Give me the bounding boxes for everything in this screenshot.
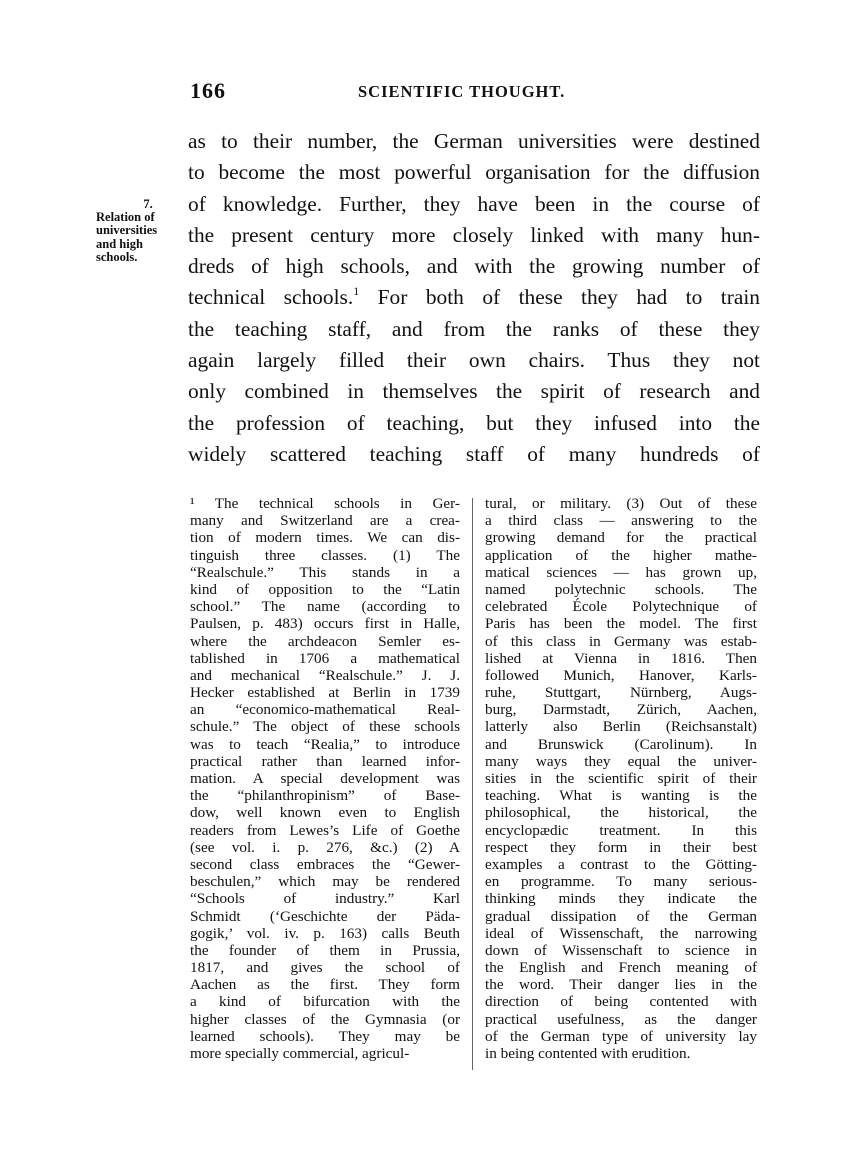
- footnote-line: dow, well known even to English: [190, 804, 460, 822]
- footnote-line: Paulsen, p. 483) occurs first in Halle,: [190, 615, 460, 633]
- body-line: again largely filled their own chairs. Thus they not: [188, 348, 760, 373]
- footnote-line: was to teach “Realia,” to introduce: [190, 735, 460, 753]
- body-line: the teaching staff, and from the ranks of these they: [188, 316, 760, 341]
- footnote-line: in being contented with erudition.: [485, 1045, 691, 1062]
- footnote-line: ¹ The technical schools in Ger-: [190, 495, 460, 512]
- footnote-line: direction of being contented with: [485, 993, 757, 1011]
- footnote-line: lished at Vienna in 1816. Then: [485, 649, 757, 667]
- footnote-line: of this class in Germany was estab-: [485, 632, 757, 650]
- footnote-line: 1817, and gives the school of: [190, 959, 460, 977]
- footnote-line: latterly also Berlin (Reichsanstalt): [485, 718, 757, 736]
- footnote-line: the word. Their danger lies in the: [485, 976, 757, 994]
- footnote-line: and Brunswick (Carolinum). In: [485, 735, 757, 753]
- footnote-line: gradual dissipation of the German: [485, 907, 757, 925]
- footnote-line: mation. A special development was: [190, 770, 460, 787]
- sidenote-line: and high: [96, 236, 143, 251]
- body-line: [188, 282, 760, 313]
- footnote-line: of the German type of university lay: [485, 1027, 757, 1045]
- footnote-line: a kind of bifurcation with the: [190, 993, 460, 1011]
- footnote-line: and mechanical “Realschule.” J. J.: [190, 666, 460, 684]
- footnote-line: an “economico-mathematical Real-: [190, 701, 460, 719]
- footnote-line: the English and French meaning of: [485, 959, 757, 977]
- sidenote-line: schools.: [96, 249, 138, 264]
- running-head: SCIENTIFIC THOUGHT.: [358, 82, 566, 101]
- footnote-line: “Realschule.” This stands in a: [190, 563, 460, 581]
- footnote-line: en programme. To many serious-: [485, 873, 757, 891]
- body-line: widely scattered teaching staff of many hundreds of: [188, 441, 760, 466]
- footnote-line: encyclopædic treatment. In this: [485, 821, 757, 839]
- sidenote-line: Relation of: [96, 210, 155, 225]
- footnote-line: Paris has been the model. The first: [485, 615, 757, 633]
- footnote-line: down of Wissenschaft to science in: [485, 941, 757, 959]
- body-line: dreds of high schools, and with the growing number of: [188, 254, 760, 279]
- footnote-line: where the archdeacon Semler es-: [190, 632, 460, 650]
- footnote-line: named polytechnic schools. The: [485, 580, 757, 598]
- footnote-line: teaching. What is wanting is the: [485, 787, 757, 805]
- footnote-line: (see vol. i. p. 276, &c.) (2) A: [190, 838, 460, 856]
- footnote-line: school.” The name (according to: [190, 598, 460, 616]
- footnote-line: celebrated École Polytechnique of: [485, 598, 757, 616]
- footnote-line: respect they form in their best: [485, 838, 757, 856]
- footnote-line: thinking minds they indicate the: [485, 890, 757, 908]
- footnote-line: many and Switzerland are a crea-: [190, 512, 460, 530]
- body-line: of knowledge. Further, they have been in the course of: [188, 191, 760, 216]
- body-line: only combined in themselves the spirit of research and: [188, 379, 760, 404]
- sidenote-line: universities: [96, 223, 158, 238]
- footnote-line: higher classes of the Gymnasia (or: [190, 1010, 460, 1028]
- footnote-line: tablished in 1706 a mathematical: [190, 649, 460, 667]
- body-line-text: technical schools.: [188, 285, 354, 310]
- footnote-line: the founder of them in Prussia,: [190, 941, 460, 959]
- footnote-line: practical rather than learned infor-: [190, 752, 460, 770]
- footnote-line: gogik,’ vol. iv. p. 163) calls Beuth: [190, 924, 460, 942]
- footnote-line: philosophical, the historical, the: [485, 804, 757, 822]
- footnote-marker: 1: [353, 284, 360, 299]
- sidenote: [96, 198, 180, 264]
- body-line-text: For both of these they had to train: [359, 285, 760, 310]
- footnote-line: more specially commercial, agricul-: [190, 1045, 410, 1062]
- footnote-line: sities in the scientific spirit of their: [485, 770, 757, 787]
- footnote-line: readers from Lewes’s Life of Goethe: [190, 821, 460, 839]
- footnote-line: examples a contrast to the Götting-: [485, 855, 757, 873]
- footnote-line: Aachen as the first. They form: [190, 976, 460, 994]
- footnote-line: beschulen,” which may be rendered: [190, 873, 460, 891]
- page-number: 166: [190, 78, 226, 103]
- footnote-line: practical usefulness, as the danger: [485, 1010, 757, 1028]
- footnote-line: “Schools of industry.” Karl: [190, 890, 460, 908]
- footnote-line: matical sciences — has grown up,: [485, 563, 757, 581]
- footnote-line: growing demand for the practical: [485, 529, 757, 547]
- body-line: the profession of teaching, but they infused into the: [188, 410, 760, 435]
- body-line: the present century more closely linked with many hun-: [188, 222, 760, 247]
- footnote-line: second class embraces the “Gewer-: [190, 855, 460, 873]
- footnote-line: many ways they equal the univer-: [485, 752, 757, 770]
- footnote-line: ideal of Wissenschaft, the narrowing: [485, 924, 757, 942]
- footnote-line: Hecker established at Berlin in 1739: [190, 684, 460, 702]
- footnote-line: Schmidt (‘Geschichte der Päda-: [190, 907, 460, 925]
- footnote-line: schule.” The object of these schools: [190, 718, 460, 736]
- footnote-line: the “philanthropinism” of Base-: [190, 787, 460, 805]
- footnote-line: tinguish three classes. (1) The: [190, 546, 460, 564]
- sidenote-number: 7.: [143, 197, 153, 211]
- footnote-line: followed Munich, Hanover, Karls-: [485, 666, 757, 684]
- footnote-left-column: [190, 495, 460, 1062]
- footnote-right-column: [485, 495, 757, 1062]
- body-line: as to their number, the German universities were destined: [188, 129, 760, 153]
- footnote-line: tion of modern times. We can dis-: [190, 529, 460, 547]
- body-line: to become the most powerful organisation for the diffusion: [188, 160, 760, 185]
- column-divider: [472, 498, 473, 1070]
- footnote-line: tural, or military. (3) Out of these: [485, 495, 757, 512]
- footnote-line: learned schools). They may be: [190, 1027, 460, 1045]
- footnote-line: kind of opposition to the “Latin: [190, 580, 460, 598]
- footnote-line: ruhe, Stuttgart, Nürnberg, Augs-: [485, 684, 757, 702]
- footnote-line: application of the higher mathe-: [485, 546, 757, 564]
- footnote-line: burg, Darmstadt, Zürich, Aachen,: [485, 701, 757, 719]
- footnote-line: a third class — answering to the: [485, 512, 757, 530]
- body-text: [188, 126, 760, 470]
